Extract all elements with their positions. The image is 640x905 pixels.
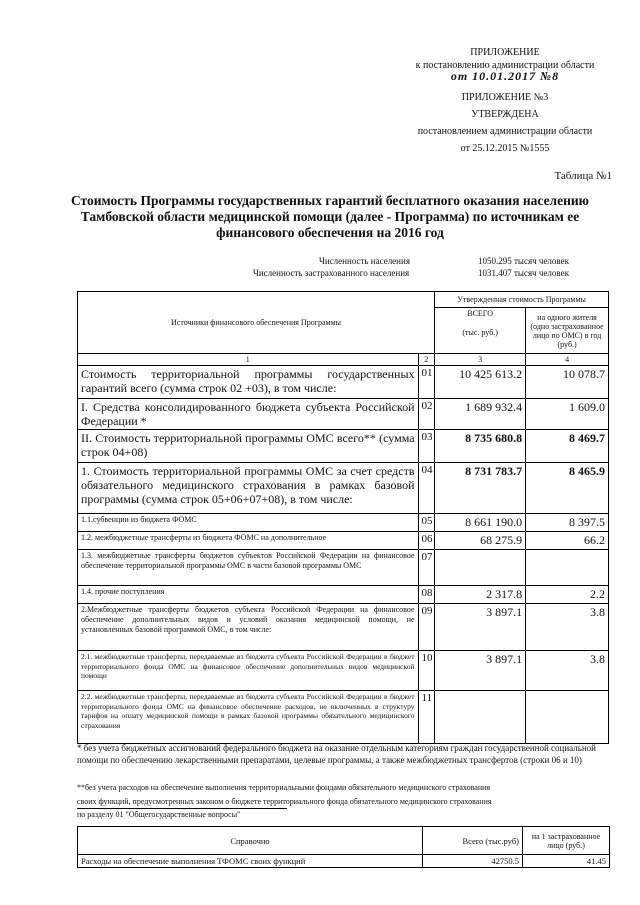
row-name: 2.2. межбюджетные трансферты, передаваемые из бюджета субъекта Российской Федерации в бюджет территориального фонда ОМС на финансовое обеспечение расходов, не включенных в структуру тарифов на оплату медицинской помощи в рамках базовой программы обязательного медицинского страхования [78,691,419,744]
row-total [435,691,526,744]
table-row [78,514,609,532]
footnote-2c: по разделу 01 "Общегосударственные вопросы" [77,808,287,821]
row-per-capita: 10 078.7 [526,366,609,399]
population-label: Численность населения [319,256,410,266]
row-total: 1 689 932.4 [435,399,526,430]
header-approved-cost: Утвержденная стоимость Программы [435,292,609,308]
table-row [78,586,609,604]
row-code: 03 [418,430,435,463]
row-per-capita: 66.2 [526,532,609,550]
reference-header: Справочно [78,827,423,855]
header-total-label: ВСЕГО [467,309,493,318]
table-row [78,691,609,744]
reference-row-total: 42750.5 [423,855,523,868]
footnote-2a: **без учета расходов на обеспечение выполнения территориальными фондами обязательного медицинского страхования [77,783,491,792]
row-per-capita: 3.8 [526,651,609,691]
row-total: 8 731 783.7 [435,463,526,514]
row-total: 2 317.8 [435,586,526,604]
approved-date: от 25.12.2015 №1555 [460,143,550,154]
row-code: 06 [418,532,435,550]
table-row [78,399,609,430]
table-row [78,604,609,651]
row-total: 8 661 190.0 [435,514,526,532]
row-code: 05 [418,514,435,532]
table-row [78,550,609,586]
funding-table [77,291,609,744]
header-per-capita: на одного жителя (одно застрахованное лицо по ОМС) в год (руб.) [526,308,609,354]
handwritten-date: от 10.01.2017 №8 [450,69,560,83]
insured-value: 1031.407 тысяч человек [478,268,569,278]
row-name: I. Средства консолидированного бюджета субъекта Российской Федерации * [78,399,419,430]
approved-label: УТВЕРЖДЕНА [471,109,539,120]
row-total: 68 275.9 [435,532,526,550]
row-code: 09 [418,604,435,651]
row-code: 04 [418,463,435,514]
header-num-2: 2 [418,354,435,366]
footnote-1: * без учета бюджетных ассигнований федерального бюджета на оказание отдельным категориям граждан государственной социальной помощи по обеспечению лекарственными препаратами, целевые программы, а также межбюджетных трансфертов (строки 06 и 10) [77,743,596,765]
row-code: 07 [418,550,435,586]
table-row [78,366,609,399]
header-total [435,308,526,354]
table-row [78,463,609,514]
table-row [78,430,609,463]
row-per-capita [526,550,609,586]
row-per-capita: 8 465.9 [526,463,609,514]
row-per-capita [526,691,609,744]
row-code: 02 [418,399,435,430]
row-code: 01 [418,366,435,399]
appendix-label: ПРИЛОЖЕНИЕ [470,47,540,58]
row-name: 1.2. межбюджетные трансферты из бюджета ФОМС на дополнительное [78,532,419,550]
row-code: 10 [418,651,435,691]
reference-row-name: Расходы на обеспечение выполнения ТФОМС своих функций [78,855,423,868]
row-total: 3 897.1 [435,604,526,651]
row-per-capita: 3.8 [526,604,609,651]
row-per-capita: 2.2 [526,586,609,604]
row-code: 11 [418,691,435,744]
header-total-unit: (тыс. руб.) [462,328,498,337]
table-row [78,532,609,550]
row-total [435,550,526,586]
page-title: Стоимость Программы государственных гарантий бесплатного оказания населению Тамбовской области медицинской помощи (далее - Программа) по источникам ее финансового обеспечения на 2016 год [70,193,590,240]
decree-line: к постановлению администрации области [415,60,595,71]
row-name: 1. Стоимость территориальной программы ОМС за счет средств обязательного медицинского страхования в рамках базовой программы (сумма строк 05+06+07+08), в том числе: [78,463,419,514]
header-num-4: 4 [526,354,609,366]
document-header [380,46,630,155]
row-name: Стоимость территориальной программы государственных гарантий всего (сумма строк 02 +03), в том числе: [78,366,419,399]
header-num-1: 1 [78,354,419,366]
row-code: 08 [418,586,435,604]
row-total: 3 897.1 [435,651,526,691]
header-source: Источники финансового обеспечения Программы [78,292,435,354]
population-value: 1050.295 тысяч человек [478,256,569,266]
row-name: 1.3. межбюджетные трансферты бюджетов субъектов Российской Федерации на финансовое обеспечение территориальной программы ОМС в части базовой программы ОМС [78,550,419,586]
row-total: 10 425 613.2 [435,366,526,399]
reference-per-header: на 1 застрахованное лицо (руб.) [523,827,610,855]
insured-label: Численность застрахованного населения [253,268,410,278]
header-num-3: 3 [435,354,526,366]
row-per-capita: 8 469.7 [526,430,609,463]
approved-by: постановлением администрации области [417,126,593,137]
appendix3-label: ПРИЛОЖЕНИЕ №3 [461,92,549,103]
table-row [78,651,609,691]
reference-total-header: Всего (тыс.руб) [423,827,523,855]
row-per-capita: 8 397.5 [526,514,609,532]
row-total: 8 735 680.8 [435,430,526,463]
table-label: Таблица №1 [554,170,612,182]
row-name: 1.4. прочие поступления [78,586,419,604]
row-per-capita: 1 609.0 [526,399,609,430]
row-name: 2.Межбюджетные трансферты бюджетов субъекта Российской Федерации на финансовое обеспечение дополнительных видов и условий оказания медицинской помощи, не установленных базовой программой ОМС, в том числе: [78,604,419,651]
reference-table [77,826,610,868]
row-name: 1.1.субвенции из бюджета ФОМС [78,514,419,532]
row-name: II. Стоимость территориальной программы ОМС всего** (сумма строк 04+08) [78,430,419,463]
reference-row-per: 41.45 [523,855,610,868]
row-name: 2.1. межбюджетные трансферты, передаваемые из бюджета субъекта Российской Федерации в бюджет территориального фонда ОМС на финансовое обеспечение дополнительных видов медицинской помощи [78,651,419,691]
table-row [78,855,610,868]
footnote-2b: своих функций, предусмотренных законом о бюджете территориального фонда обязательного медицинского страхования [77,797,492,806]
